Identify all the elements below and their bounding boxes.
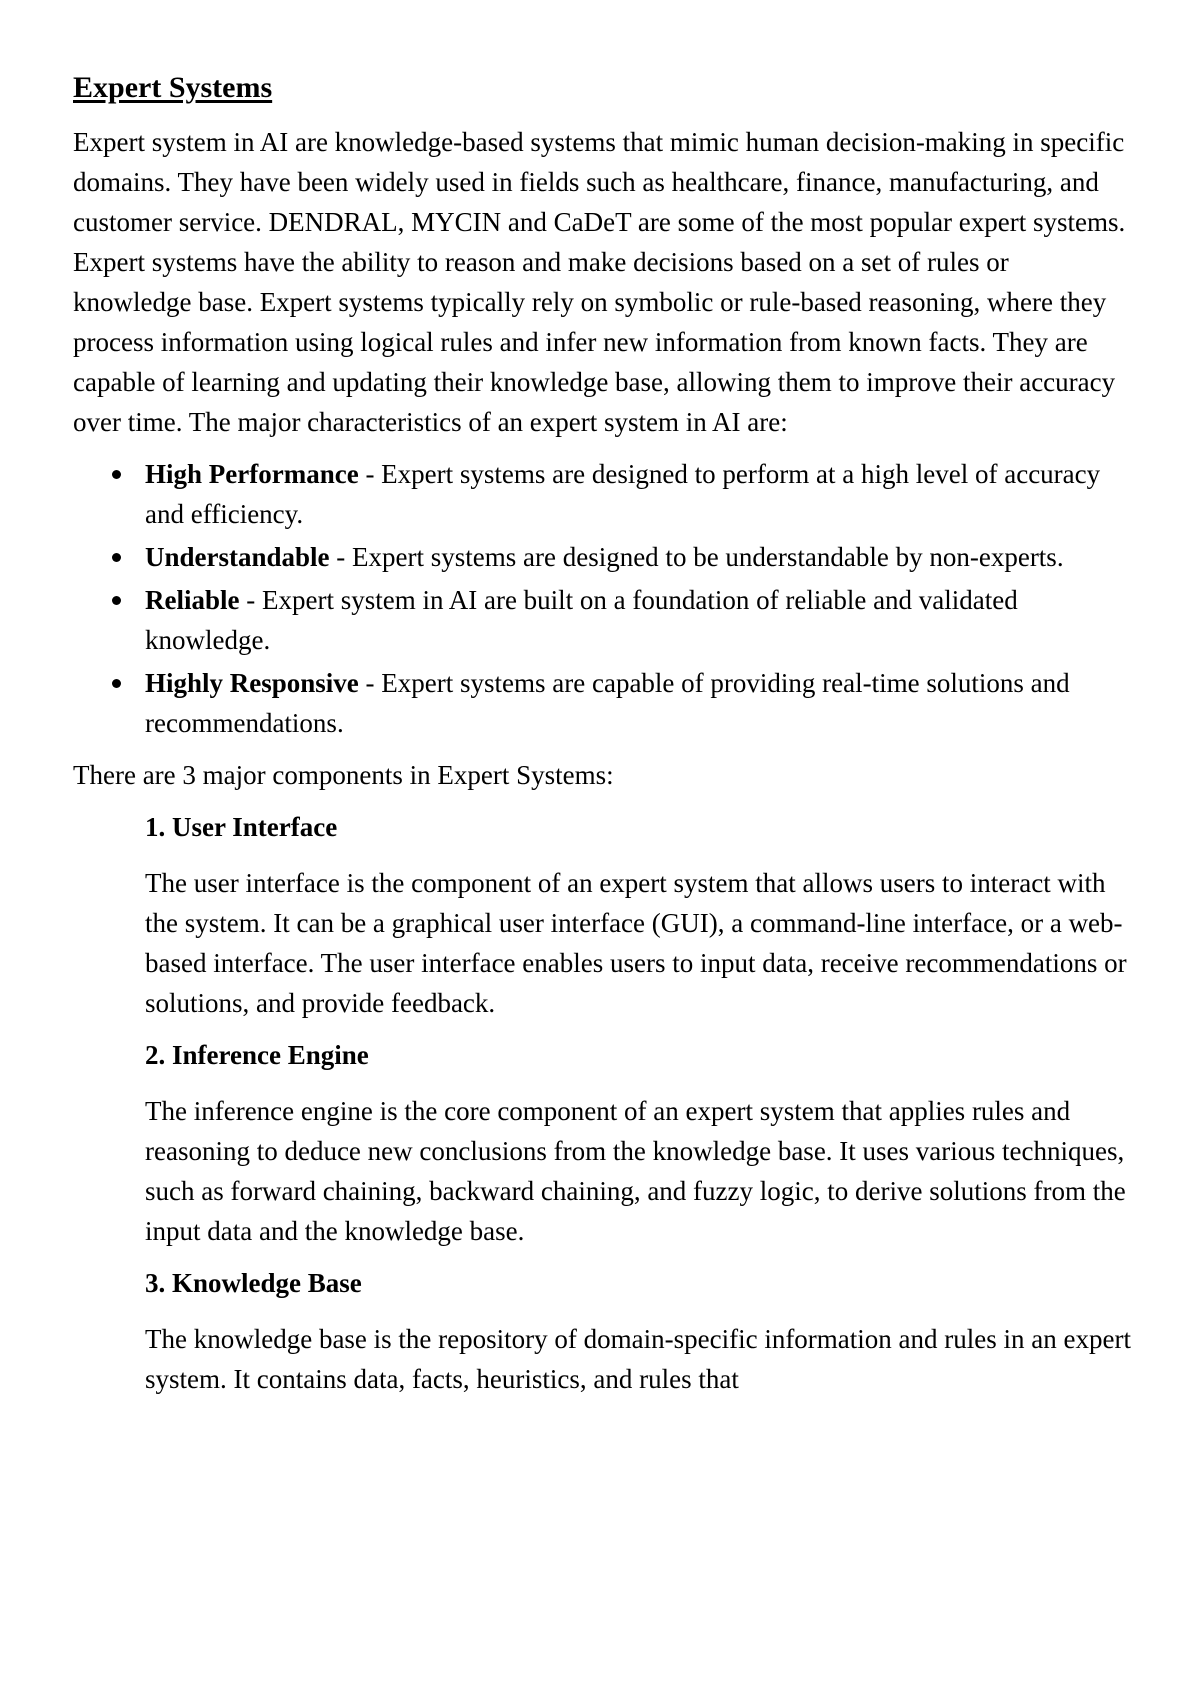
components-intro: There are 3 major components in Expert Systems: [73,760,614,790]
list-item [145,537,1145,577]
characteristic-description: - Expert systems are designed to perform at a high level of accuracy and efficiency. [145,459,1101,529]
component-body-inference-engine: The inference engine is the core component of an expert system that applies rules and reasoning to deduce new conclusions from the knowledge base. It uses various techniques, such as forward chaining, backward chaining, and fuzzy logic, to derive solutions from the input data and the knowledge base. [145,1096,1126,1246]
characteristic-term: Understandable [145,542,330,572]
components-section [73,807,1153,1399]
characteristic-description: - Expert systems are capable of providing real-time solutions and recommendations. [145,668,1070,738]
component-heading-inference-engine: 2. Inference Engine [145,1040,369,1070]
characteristic-term: High Performance [145,459,359,489]
component-body-user-interface: The user interface is the component of an expert system that allows users to interact with the system. It can be a graphical user interface (GUI), a command-line interface, or a web-based interface. The user interface enables users to input data, receive recommendations or solutions, and provide feedback. [145,868,1127,1018]
bullet-icon [112,679,121,688]
list-item [145,454,1145,534]
component-body-knowledge-base: The knowledge base is the repository of domain-specific information and rules in an expert system. It contains data, facts, heuristics, and rules that [145,1324,1131,1394]
characteristic-description: - Expert system in AI are built on a foundation of reliable and validated knowledge. [145,585,1018,655]
component-heading-knowledge-base: 3. Knowledge Base [145,1268,362,1298]
characteristic-term: Reliable [145,585,240,615]
document-page [73,68,1153,1399]
bullet-icon [112,553,121,562]
characteristic-term: Highly Responsive [145,668,359,698]
intro-paragraph: Expert system in AI are knowledge-based systems that mimic human decision-making in specific domains. They have been widely used in fields such as healthcare, finance, manufacturing, and customer service. DENDRAL, MYCIN and CaDeT are some of the most popular expert systems. Expert systems have the ability to reason and make decisions based on a set of rules or knowledge base. Expert systems typically rely on symbolic or rule-based reasoning, where they process information using logical rules and infer new information from known facts. They are capable of learning and updating their knowledge base, allowing them to improve their accuracy over time. The major characteristics of an expert system in AI are: [73,127,1126,437]
characteristic-description: - Expert systems are designed to be understandable by non-experts. [329,542,1064,572]
characteristics-list [73,454,1153,743]
list-item [145,663,1145,743]
bullet-icon [112,596,121,605]
bullet-icon [112,470,121,479]
page-title: Expert Systems [73,71,273,104]
component-heading-user-interface: 1. User Interface [145,812,338,842]
list-item [145,580,1145,660]
